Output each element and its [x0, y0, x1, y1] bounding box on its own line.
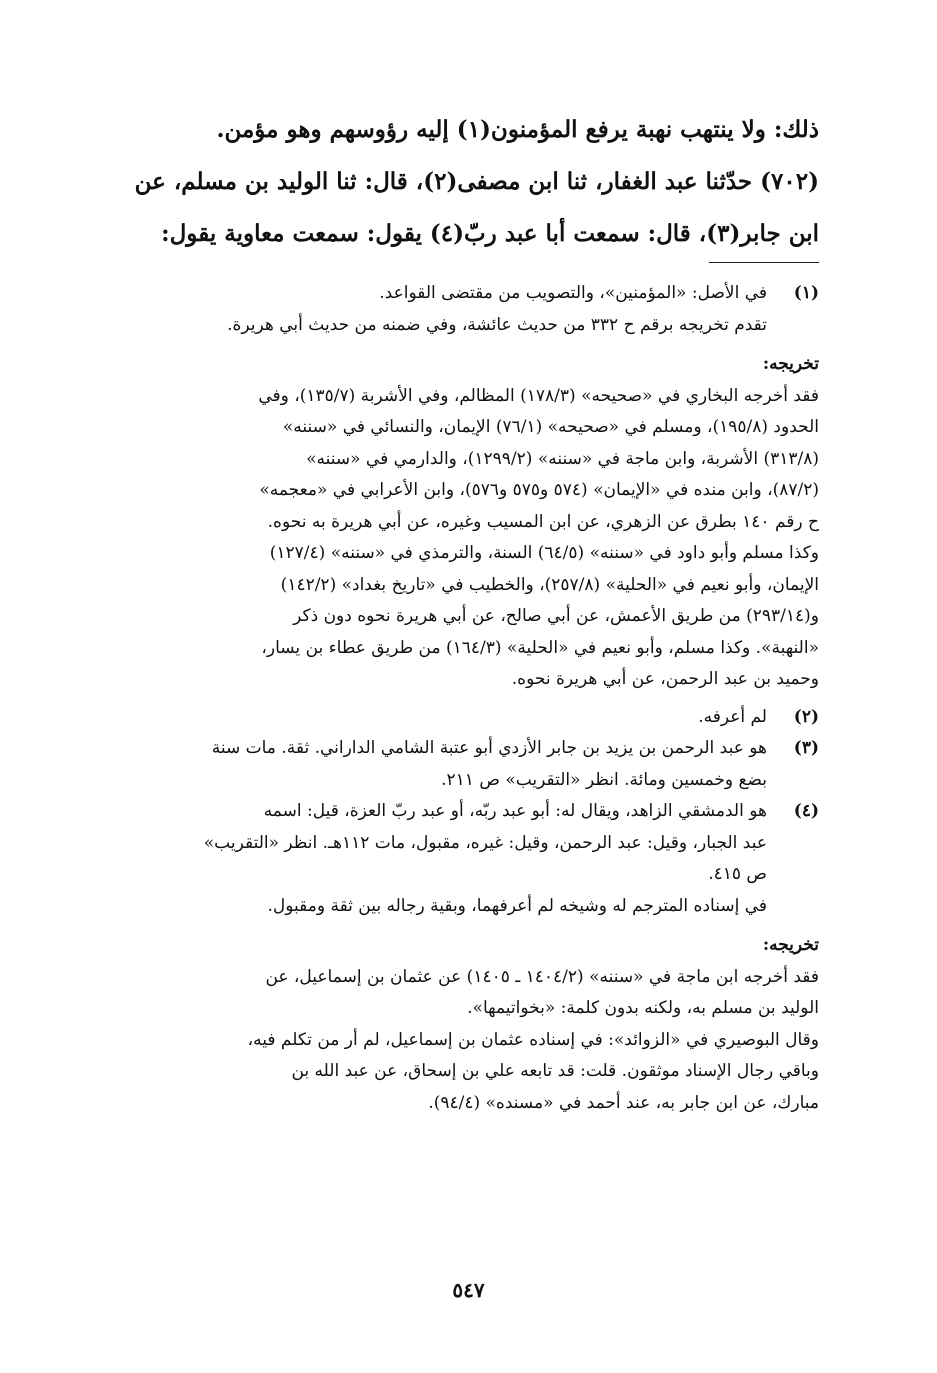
footnote-line: (٨٧/٢)، وابن منده في «الإيمان» (٥٧٤ و٥٧٥ و٥٧٦)، وابن الأعرابي في «معجمه»: [259, 480, 819, 500]
footnote-line: و(٢٩٣/١٤) من طريق الأعمش، عن أبي صالح، عن أبي هريرة نحوه دون ذكر: [293, 606, 819, 626]
footnote-line: (٣١٣/٨) الأشربة، وابن ماجة في «سننه» (١٢٩٩/٢)، والدارمي في «سننه»: [306, 448, 819, 469]
footnote-line: فقد أخرجه البخاري في «صحيحه» (١٧٨/٣) المظالم، وفي الأشربة (١٣٥/٧)، وفي: [258, 385, 819, 406]
footnote-line: مبارك، عن ابن جابر به، عند أحمد في «مسنده» (٩٤/٤).: [428, 1092, 819, 1113]
footnote-line: فقد أخرجه ابن ماجة في «سننه» (١٤٠٤/٢ ـ ١٤٠٥) عن عثمان بن إسماعيل، عن: [265, 966, 819, 987]
footnote-line: «النهبة». وكذا مسلم، وأبو نعيم في «الحلية» (١٦٤/٣) من طريق عطاء بن يسار،: [261, 637, 819, 658]
footnote-line: هو الدمشقي الزاهد، ويقال له: أبو عبد ربّه، أو عبد ربّ العزة، قيل: اسمه: [263, 801, 767, 821]
footnote-line: عبد الجبار، وقيل: عبد الرحمن، وقيل: غيره، مقبول، مات ١١٢هـ. انظر «التقريب»: [203, 832, 767, 853]
footnote-line: وحميد بن عبد الرحمن، عن أبي هريرة نحوه.: [511, 669, 819, 689]
main-line: ابن جابر(٣)، قال: سمعت أبا عبد ربّ(٤) يقول: سمعت معاوية يقول:: [161, 220, 819, 247]
footnote-line: تقدم تخريجه برقم ح ٣٣٢ من حديث عائشة، وفي ضمنه من حديث أبي هريرة.: [227, 314, 767, 335]
footnote-line: ص ٤١٥.: [708, 864, 767, 884]
footnote-line: وباقي رجال الإسناد موثقون. قلت: قد تابعه علي بن إسحاق، عن عبد الله بن: [291, 1061, 819, 1081]
footnote-line: وكذا مسلم وأبو داود في «سننه» (٦٤/٥) السنة، والترمذي في «سننه» (١٢٧/٤): [269, 543, 819, 563]
main-line: ذلك: ولا ينتهب نهبة يرفع المؤمنون(١) إليه رؤوسهم وهو مؤمن.: [216, 116, 819, 143]
footnote-number: (٤): [793, 801, 819, 821]
footnotes: [110, 278, 819, 1119]
takhrij-heading: تخريجه:: [762, 354, 819, 374]
footnote-1: [110, 278, 819, 341]
footnote-number: (١): [793, 283, 819, 303]
footnote-line: ح رقم ١٤٠ بطرق عن الزهري، عن ابن المسيب وغيره، عن أبي هريرة به نحوه.: [267, 511, 819, 532]
footnote-1-takhrij: [110, 349, 819, 696]
footnote-line: الإيمان، وأبو نعيم في «الحلية» (٢٥٧/٨)، والخطيب في «تاريخ بغداد» (١٤٢/٢): [280, 574, 819, 595]
page-number: ٥٤٧: [452, 1278, 485, 1302]
footnote-line: وقال البوصيري في «الزوائد»: في إسناده عثمان بن إسماعيل، لم أر من تكلم فيه،: [247, 1029, 819, 1050]
footnote-line: الحدود (١٩٥/٨)، ومسلم في «صحيحه» (٧٦/١) الإيمان، والنسائي في «سننه»: [282, 417, 819, 437]
footnote-line: هو عبد الرحمن بن يزيد بن جابر الأزدي أبو عتبة الشامي الداراني. ثقة. مات سنة: [211, 738, 767, 758]
footnote-separator: [709, 262, 819, 263]
main-text: [100, 104, 819, 260]
footnote-line: بضع وخمسين ومائة. انظر «التقريب» ص ٢١١.: [441, 769, 767, 790]
footnote-line: الوليد بن مسلم به، ولكنه بدون كلمة: «بخواتيمها».: [467, 998, 819, 1018]
footnote-line: لم أعرفه.: [698, 706, 767, 727]
footnote-3: [110, 733, 819, 796]
footnote-number: (٣): [793, 738, 819, 758]
footnote-2: [110, 702, 819, 734]
takhrij-heading: تخريجه:: [762, 935, 819, 955]
footnote-4: [110, 796, 819, 922]
footnote-number: (٢): [793, 706, 819, 727]
main-line: (٧٠٢) حدّثنا عبد الغفار، ثنا ابن مصفى(٢)، قال: ثنا الوليد بن مسلم، عن: [134, 168, 819, 195]
footnote-line: في الأصل: «المؤمنين»، والتصويب من مقتضى القواعد.: [379, 283, 767, 303]
footnote-4-takhrij: [110, 930, 819, 1119]
footnote-line: في إسناده المترجم له وشيخه لم أعرفهما، وبقية رجاله بين ثقة ومقبول.: [267, 895, 767, 916]
